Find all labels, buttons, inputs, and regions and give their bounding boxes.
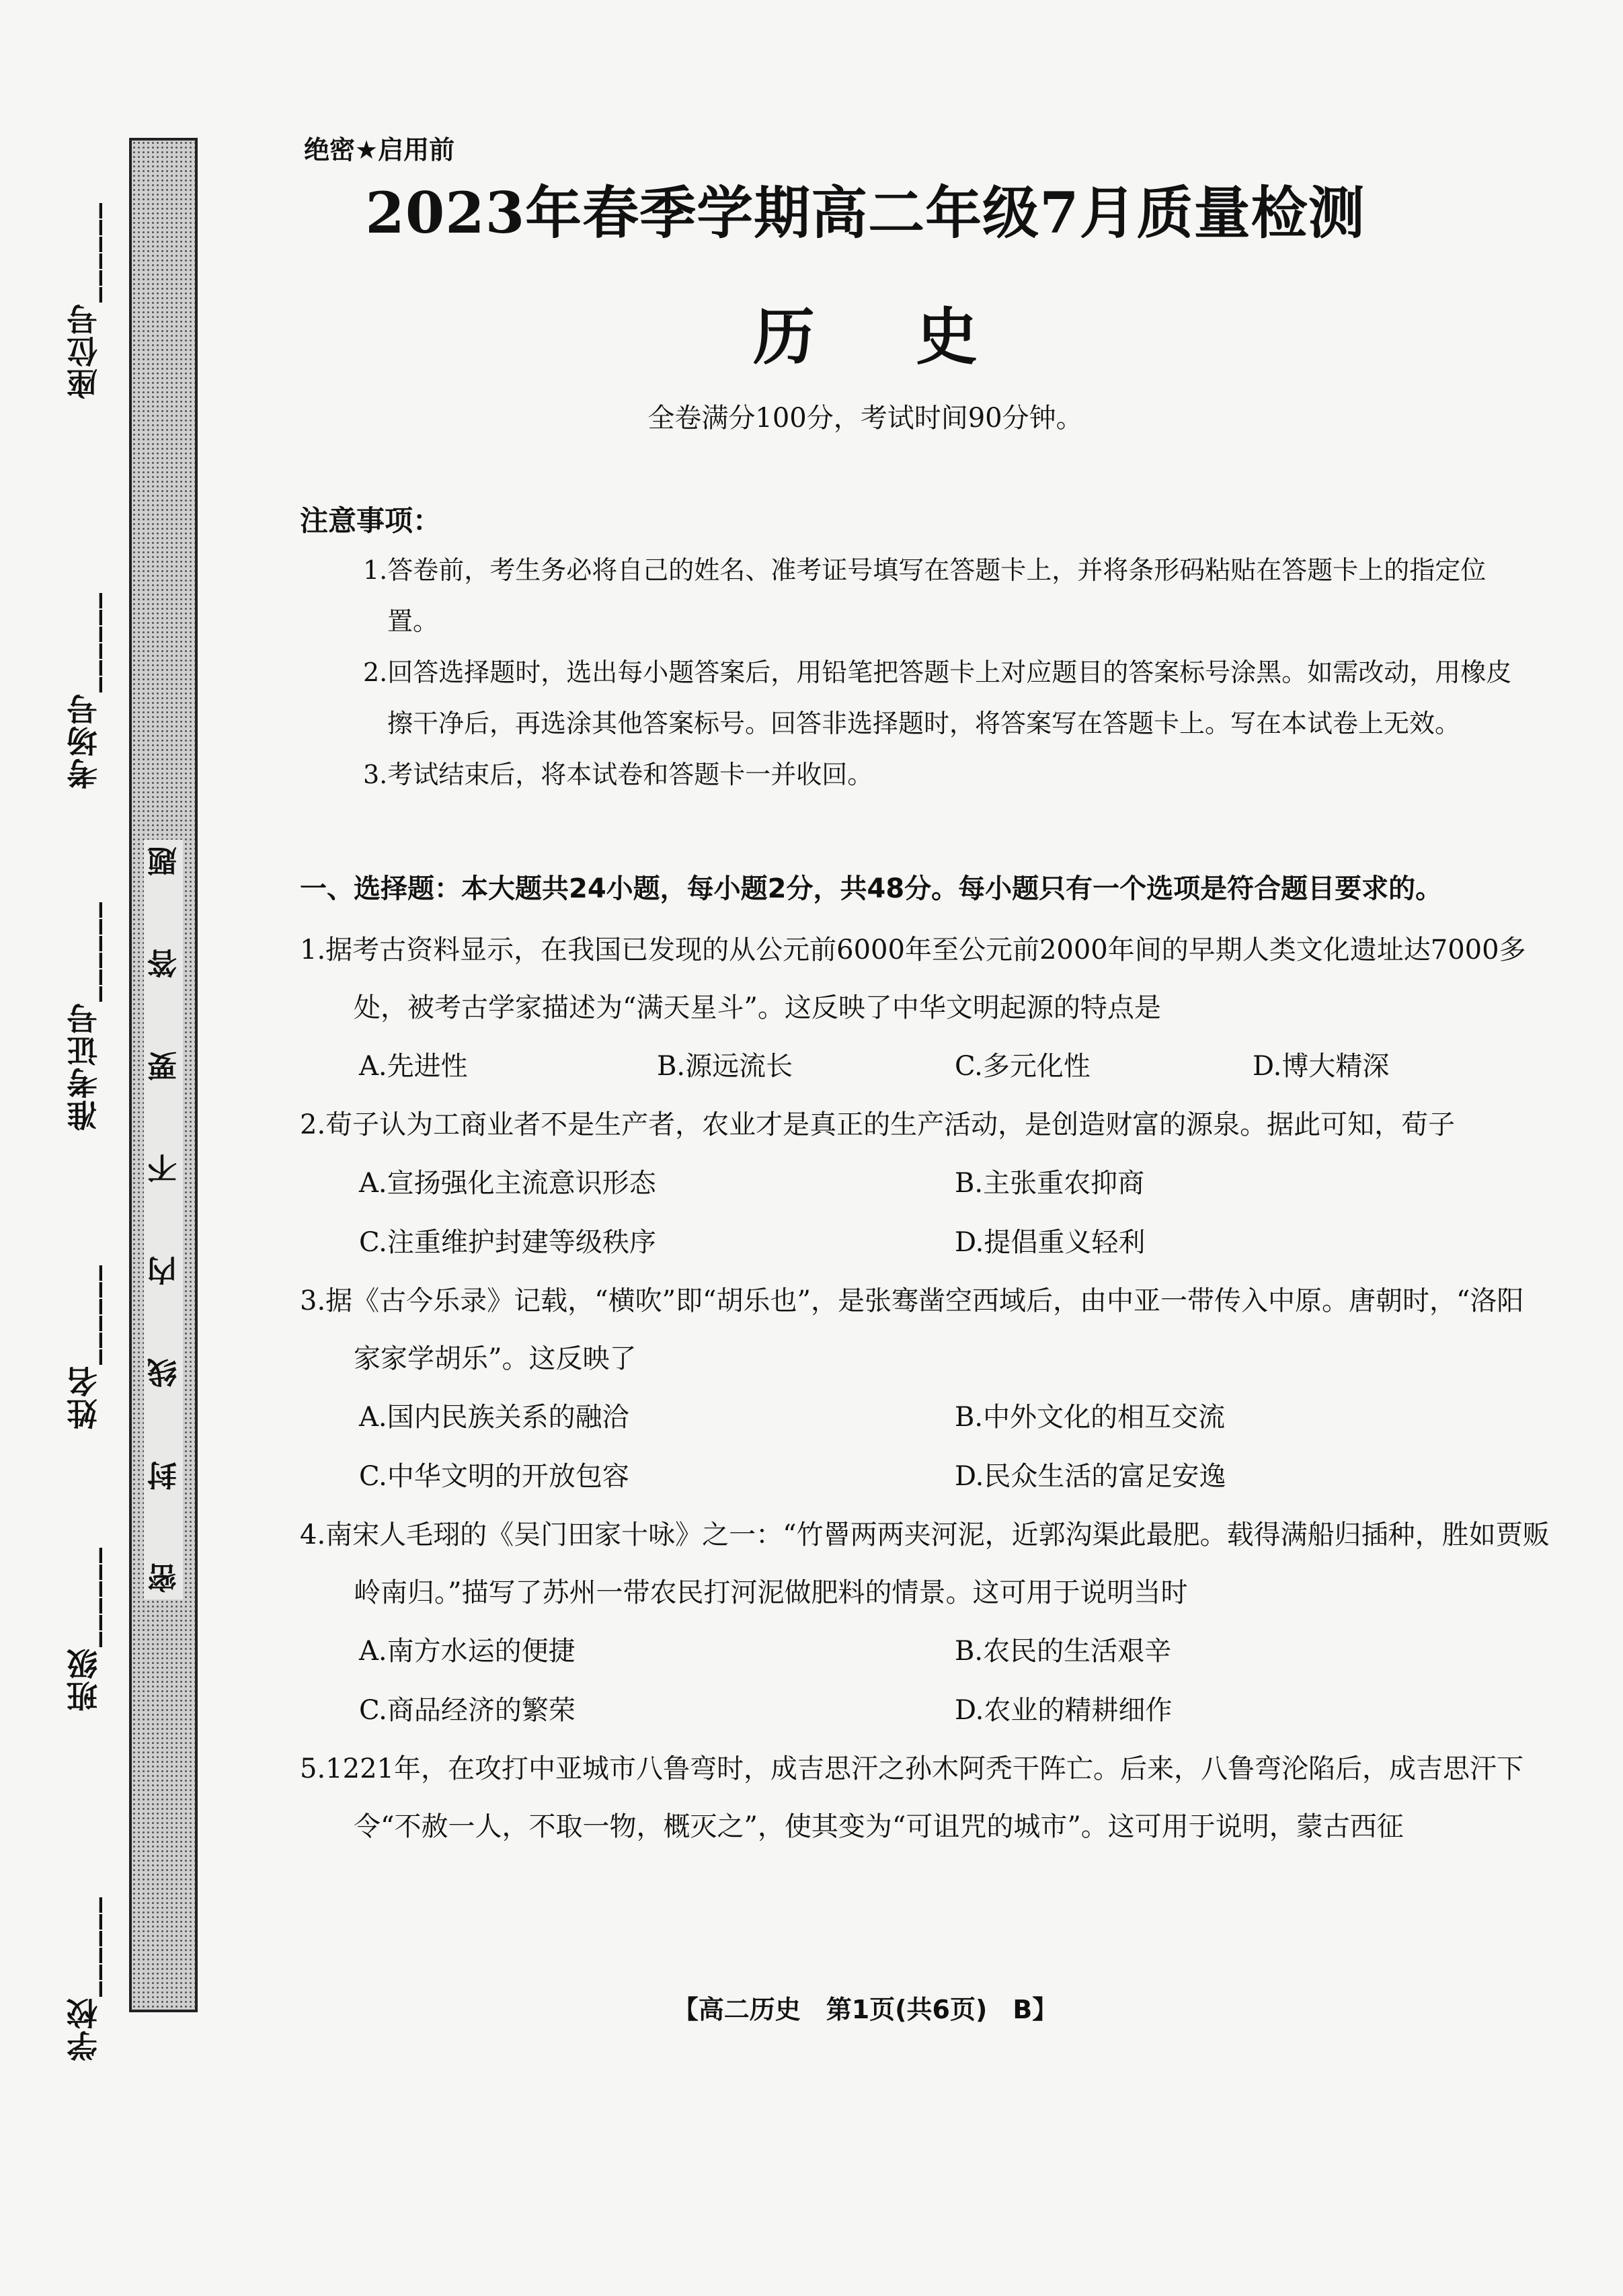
question-4	[300, 1506, 1550, 1740]
seal-char: 密	[148, 1563, 182, 1593]
full-score-note: 全卷满分100分，考试时间90分钟。	[647, 403, 1083, 434]
option-c: C.中华文明的开放包容	[359, 1461, 629, 1492]
margin-field-seat: 座位号______	[66, 202, 102, 399]
option-c: C.商品经济的繁荣	[359, 1695, 576, 1726]
question-stem: 2.荀子认为工商业者不是生产者，农业才是真正的生产活动，是创造财富的源泉。据此可知，荀子	[300, 1109, 1456, 1140]
option-a: A.国内民族关系的融洽	[359, 1402, 629, 1433]
option-a: A.南方水运的便捷	[359, 1636, 576, 1667]
notes-list	[363, 545, 1519, 800]
question-3	[300, 1272, 1550, 1506]
margin-field-label: 考场号	[66, 692, 102, 789]
question-stem: 3.据《古今乐录》记载，“横吹”即“胡乐也”，是张骞凿空西域后，由中亚一带传入中原。唐朝时，“洛阳家家学胡乐”。这反映了	[300, 1285, 1524, 1374]
margin-field-school: 学校 ______	[66, 1896, 102, 2061]
seal-char: 答	[148, 949, 182, 979]
section-heading: 一、选择题：本大题共24小题，每小题2分，共48分。每小题只有一个选项是符合题目要求的。	[300, 873, 1443, 904]
subject-title: 历史	[752, 301, 1078, 373]
note-item: 3.考试结束后，将本试卷和答题卡一并收回。	[363, 760, 873, 789]
question-2	[300, 1096, 1550, 1272]
exam-title: 2023年春季学期高二年级7月质量检测	[365, 180, 1365, 246]
margin-field-class: 班级______	[66, 1546, 102, 1712]
option-b: B.中外文化的相互交流	[955, 1402, 1226, 1433]
question-stem: 4.南宋人毛珝的《吴门田家十咏》之一：“竹罾两两夹河泥，近郭沟渠此最肥。载得满船归插种，胜如贾贩岭南归。”描写了苏州一带农民打河泥做肥料的情景。这可用于说明当时	[300, 1519, 1550, 1608]
question-options	[300, 1037, 1550, 1096]
note-item: 2.回答选择题时，选出每小题答案后，用铅笔把答题卡上对应题目的答案标号涂黑。如需改动，用橡皮擦干净后，再选涂其他答案标号。回答非选择题时，将答案写在答题卡上。写在本试卷上无效。	[363, 658, 1512, 738]
option-c: C.注重维护封建等级秩序	[359, 1227, 656, 1258]
note-item: 1.答卷前，考生务必将自己的姓名、准考证号填写在答题卡上，并将条形码粘贴在答题卡上的指定位置。	[363, 555, 1487, 636]
question-list	[300, 921, 1550, 1856]
option-b: B.农民的生活艰辛	[955, 1636, 1172, 1667]
option-c: C.多元化性	[955, 1051, 1091, 1082]
margin-field-label: 学校	[66, 1997, 102, 2061]
question-options	[300, 1388, 1550, 1506]
question-5	[300, 1740, 1550, 1856]
margin-field-label: 班级	[66, 1647, 102, 1712]
option-a: A.宣扬强化主流意识形态	[359, 1168, 656, 1199]
seal-char: 内	[148, 1256, 182, 1286]
seal-line-text	[144, 840, 183, 1599]
question-stem: 5.1221年，在攻打中亚城市八鲁弯时，成吉思汗之孙木阿秃干阵亡。后来，八鲁弯沦陷后，成吉思汗下令“不赦一人，不取一物，概灭之”，使其变为“可诅咒的城市”。这可用于说明，蒙古西征	[300, 1753, 1523, 1842]
seal-char: 封	[148, 1460, 182, 1491]
option-d: D.民众生活的富足安逸	[955, 1461, 1226, 1492]
seal-char: 要	[148, 1051, 182, 1081]
margin-field-label: 准考证号	[66, 1002, 102, 1131]
option-b: B.源远流长	[657, 1051, 793, 1082]
page-footer: 【高二历史 第1页(共6页) B】	[672, 1995, 1058, 2024]
margin-field-exam-id: 准考证号______	[66, 901, 102, 1131]
option-d: D.农业的精耕细作	[955, 1695, 1173, 1726]
margin-field-exam-room: 考场号______	[66, 592, 102, 789]
option-b: B.主张重农抑商	[955, 1168, 1145, 1199]
seal-char: 题	[148, 846, 182, 877]
notes-heading: 注意事项：	[300, 504, 442, 537]
option-a: A.先进性	[359, 1051, 468, 1082]
question-stem: 1.据考古资料显示，在我国已发现的从公元前6000年至公元前2000年间的早期人类文化遗址达7000多处，被考古学家描述为“满天星斗”。这反映了中华文明起源的特点是	[300, 935, 1526, 1023]
secret-label: 绝密★启用前	[304, 135, 455, 165]
seal-char: 不	[148, 1153, 182, 1183]
seal-char: 线	[148, 1358, 182, 1388]
question-1	[300, 921, 1550, 1096]
option-d: D.提倡重义轻利	[955, 1227, 1146, 1258]
question-options	[300, 1154, 1550, 1272]
margin-field-label: 座位号	[66, 303, 102, 399]
margin-field-label: 姓名	[66, 1365, 102, 1429]
margin-field-name: 姓名______	[66, 1264, 102, 1429]
question-options	[300, 1622, 1550, 1740]
option-d: D.博大精深	[1253, 1051, 1390, 1082]
binding-margin	[62, 175, 116, 2061]
